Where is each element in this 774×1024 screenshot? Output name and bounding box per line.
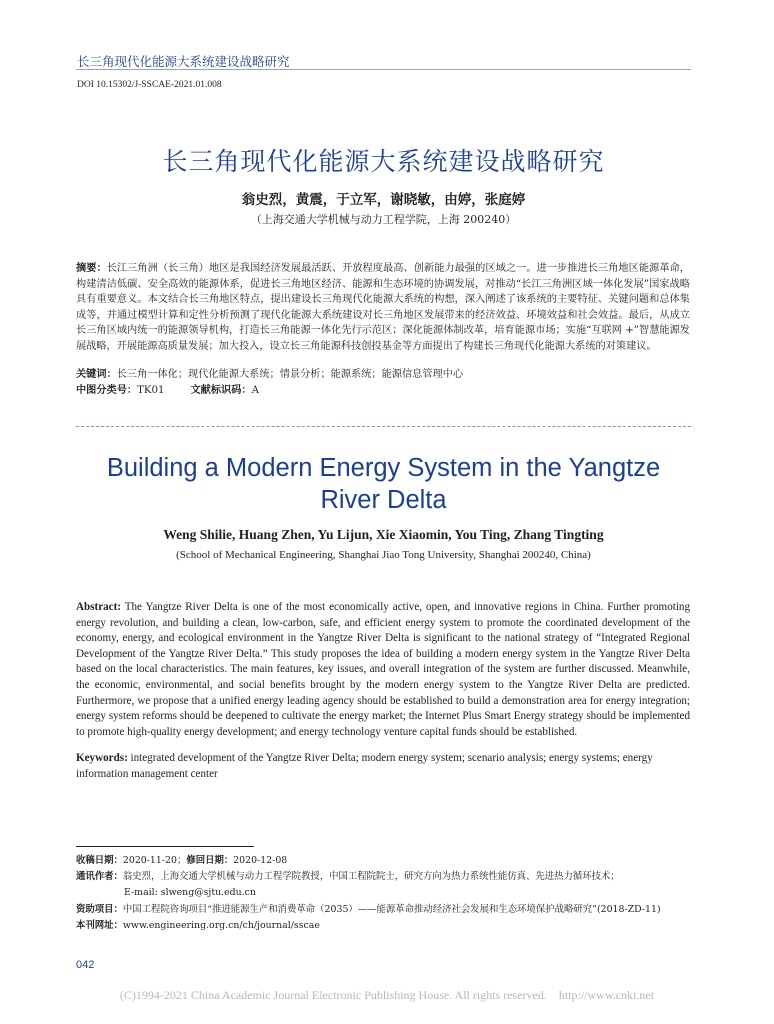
running-head: 长三角现代化能源大系统建设战略研究 [77, 54, 290, 69]
footnote-rule [76, 846, 254, 847]
author-value: 翁史烈，上海交通大学机械与动力工程学院教授，中国工程院院士，研究方向为热力系统性能仿真、先进热力循环技术； [122, 871, 620, 883]
classification-label: 中图分类号： [76, 385, 138, 396]
english-keywords-label: Keywords: [76, 752, 128, 764]
classification-line [76, 383, 259, 399]
english-title: Building a Modern Energy System in the Yangtze River Delta [106, 454, 661, 514]
received-value: 2020-11-20； [122, 855, 187, 866]
email-line: E-mail: slweng@sjtu.edu.cn [124, 887, 256, 899]
header-rule [76, 69, 691, 70]
corresponding-author-line [76, 869, 696, 885]
copyright-watermark: (C)1994-2021 China Academic Journal Electronic Publishing House. All rights reserved. http://www.cnki.net [119, 988, 655, 1002]
page-number: 042 [76, 959, 95, 971]
chinese-keywords-label: 关键词： [76, 369, 117, 380]
chinese-keywords-text: 长三角一体化；现代化能源大系统；情景分析；能源系统；能源信息管理中心 [116, 369, 464, 380]
english-authors: Weng Shilie, Huang Zhen, Yu Lijun, Xie Xiaomin, You Ting, Zhang Tingting [163, 527, 604, 542]
chinese-keywords [76, 367, 690, 383]
funding-value: 中国工程院咨询项目“推进能源生产和消费革命（2035）——能源革命推动经济社会发展和生态环境保护战略研究”(2018-ZD-11) [122, 903, 661, 915]
english-keywords-text: integrated development of the Yangtze River Delta; modern energy system; scenario analysis; energy systems; energy information management center [76, 752, 653, 780]
chinese-abstract-text: 长江三角洲（长三角）地区是我国经济发展最活跃、开放程度最高、创新能力最强的区域之一。进一步推进长三角地区能源革命，构建清洁低碳、安全高效的能源体系，促进长三角地区经济、能源和生态环境的协调发展，对推动“长江三角洲区域一体化发展”国家战略具有重要意义。本文结合长三角地区特点，提出建设长三角现代化能源大系统的构想，深入阐述了该系统的主要特征、关键问题和总体集成等，并通过模型计算和定性分析预测了现代化能源大系统建设对长三角地区发展带来的经济效益、环境效益和社会效益。最后，从成立长三角区域内统一的能源领导机构，打造长三角能源一体化先行示范区；深化能源体制改革，培育能源市场；实施“互联网 +”智慧能源发展战略，开展能源高质量发展；加大投入，设立长三角能源科技创投基金等方面提出了构建长三角现代化能源大系统的对策建议。 [76, 263, 690, 352]
footnotes [76, 853, 696, 934]
funding-line [76, 902, 696, 918]
chinese-abstract-label: 摘要： [76, 263, 107, 274]
english-abstract-text: The Yangtze River Delta is one of the most economically active, open, and innovative regions in China. Further promoting energy revolution, and building a clean, low-carbon, safe, and efficient energy system to promote the coordinated development of the economy, energy, and ecological environment in the Yangtze River Delta is significant to the national strategy of “Integrated Regional Development of the Yangtze River Delta.” This study proposes the idea of building a modern energy system in the Yangtze River Delta based on the local characteristics. The main features, key issues, and overall integration of the system are further discussed. Meanwhile, the economic, environmental, and social benefits brought by the modern energy system to the Yangtze River Delta are predicted. Furthermore, we propose that a unified energy leading agency should be established to build a demonstration area for energy integration; energy system reforms should be deepened to cultivate the energy market; the Internet Plus Smart Energy strategy should be implemented to promote high-quality energy development; and energy technology venture capital funds should be established. [76, 601, 690, 738]
english-keywords [76, 751, 690, 782]
english-abstract-label: Abstract: [76, 601, 121, 613]
url-label: 本刊网址： [76, 919, 123, 931]
classification-value: TK01 [137, 385, 165, 396]
chinese-authors: 翁史烈，黄震，于立军，谢晓敏，由婷，张庭婷 [241, 192, 526, 208]
document-code-value: A [251, 385, 259, 396]
chinese-title: 长三角现代化能源大系统建设战略研究 [162, 147, 605, 176]
document-code-label: 文献标识码： [190, 385, 252, 396]
english-affiliation: (School of Mechanical Engineering, Shanghai Jiao Tong University, Shanghai 200240, China) [176, 549, 591, 561]
received-label: 收稿日期： [76, 855, 123, 866]
doi: DOI 10.15302/J-SSCAE-2021.01.008 [77, 80, 222, 90]
dates-line [76, 853, 696, 869]
funding-label: 资助项目： [76, 903, 123, 915]
chinese-affiliation: （上海交通大学机械与动力工程学院，上海 200240） [250, 213, 517, 226]
section-divider [76, 426, 691, 427]
revised-value: 2020-12-08 [233, 855, 288, 866]
english-abstract [76, 600, 690, 740]
author-label: 通讯作者： [76, 871, 123, 883]
journal-url-line [76, 918, 696, 934]
revised-label: 修回日期： [186, 855, 234, 866]
url-value: www.engineering.org.cn/ch/journal/sscae [122, 919, 320, 931]
chinese-abstract [76, 261, 690, 355]
